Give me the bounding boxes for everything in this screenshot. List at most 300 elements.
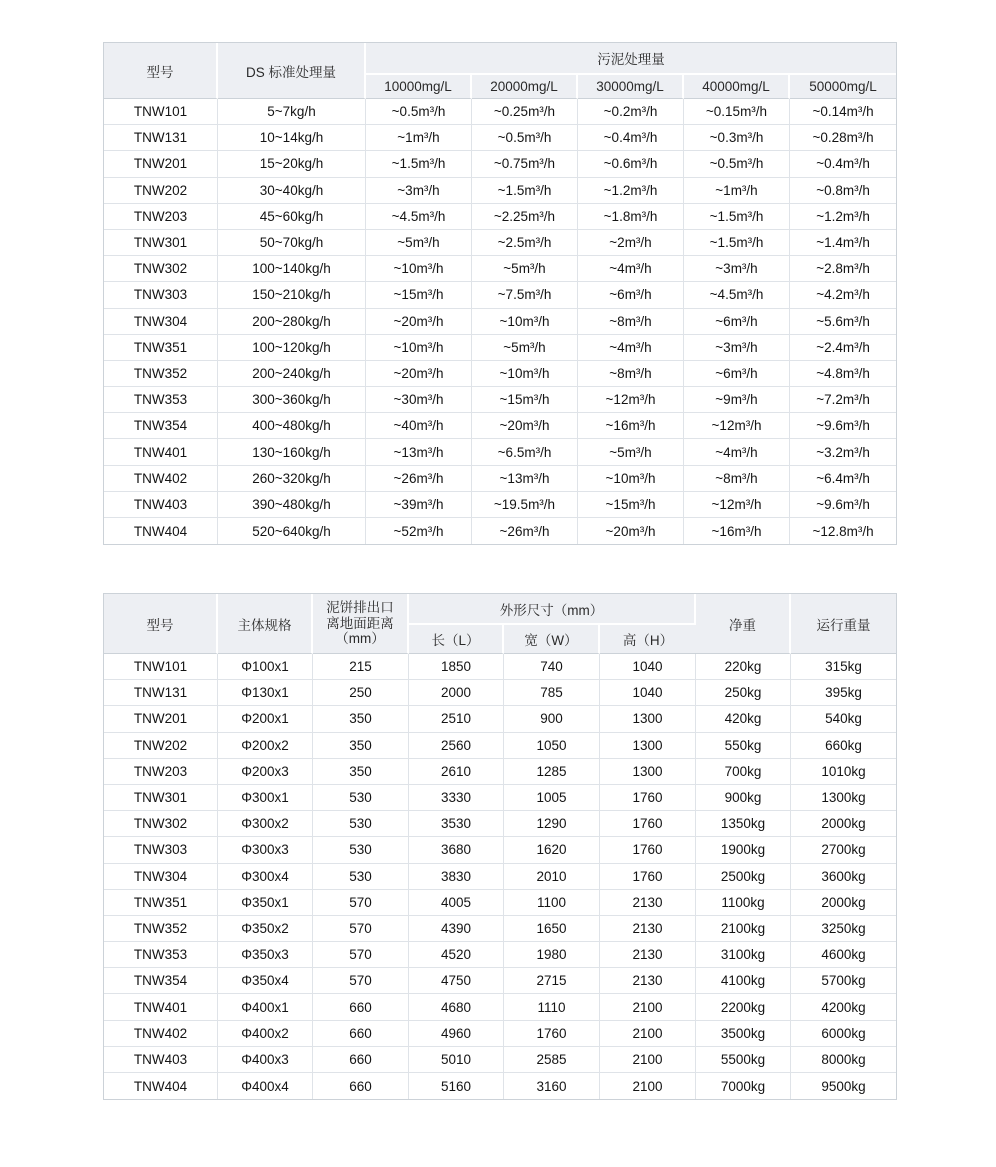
table-cell: 3530 bbox=[409, 811, 504, 837]
table-row bbox=[104, 994, 896, 1020]
table-cell: TNW403 bbox=[104, 1047, 218, 1073]
table-row bbox=[104, 837, 896, 863]
table-cell: TNW303 bbox=[104, 837, 218, 863]
table-row bbox=[104, 811, 896, 837]
table-cell: 1285 bbox=[504, 759, 600, 785]
table-row bbox=[104, 492, 896, 518]
table-cell: ~12m³/h bbox=[684, 413, 790, 439]
table-cell: 1290 bbox=[504, 811, 600, 837]
table-cell: TNW354 bbox=[104, 968, 218, 994]
table-cell: 4005 bbox=[409, 890, 504, 916]
header-model: 型号 bbox=[104, 594, 218, 654]
table-cell: ~16m³/h bbox=[684, 518, 790, 544]
table-cell: 2130 bbox=[600, 890, 696, 916]
table-row bbox=[104, 178, 896, 204]
table-cell: 260~320kg/h bbox=[218, 466, 366, 492]
table-cell: 3680 bbox=[409, 837, 504, 863]
table-cell: ~2.25m³/h bbox=[472, 204, 578, 230]
table-cell: 390~480kg/h bbox=[218, 492, 366, 518]
header-outlet-height-line1: 泥饼排出口 bbox=[326, 599, 394, 615]
header-dimensions-group: 外形尺寸（mm） bbox=[409, 594, 696, 625]
table-cell: ~6m³/h bbox=[684, 361, 790, 387]
table-cell: ~6.4m³/h bbox=[790, 466, 896, 492]
table-cell: TNW352 bbox=[104, 916, 218, 942]
table-cell: ~39m³/h bbox=[366, 492, 472, 518]
table-cell: 2130 bbox=[600, 916, 696, 942]
table-cell: ~6m³/h bbox=[684, 309, 790, 335]
table-row bbox=[104, 916, 896, 942]
table-cell: ~0.28m³/h bbox=[790, 125, 896, 151]
table-cell: 4100kg bbox=[696, 968, 791, 994]
table-cell: ~20m³/h bbox=[472, 413, 578, 439]
table-cell: Φ200x2 bbox=[218, 733, 313, 759]
table-cell: 3330 bbox=[409, 785, 504, 811]
table-cell: ~5.6m³/h bbox=[790, 309, 896, 335]
table-cell: TNW352 bbox=[104, 361, 218, 387]
table-cell: Φ130x1 bbox=[218, 680, 313, 706]
table-cell: 740 bbox=[504, 654, 600, 680]
table-cell: 215 bbox=[313, 654, 409, 680]
table-cell: Φ300x1 bbox=[218, 785, 313, 811]
table-cell: TNW201 bbox=[104, 706, 218, 732]
table-cell: Φ300x2 bbox=[218, 811, 313, 837]
table-cell: 315kg bbox=[791, 654, 896, 680]
table-cell: 2130 bbox=[600, 942, 696, 968]
table-cell: 420kg bbox=[696, 706, 791, 732]
table-cell: Φ400x2 bbox=[218, 1021, 313, 1047]
table-cell: 395kg bbox=[791, 680, 896, 706]
table-cell: ~0.8m³/h bbox=[790, 178, 896, 204]
table-row bbox=[104, 864, 896, 890]
table-cell: TNW302 bbox=[104, 811, 218, 837]
table-cell: ~4.5m³/h bbox=[366, 204, 472, 230]
table-cell: 660 bbox=[313, 1047, 409, 1073]
header-concentration-20000: 20000mg/L bbox=[472, 75, 578, 99]
dimensions-weight-table-container bbox=[103, 593, 897, 1100]
table-cell: ~9m³/h bbox=[684, 387, 790, 413]
table-cell: 45~60kg/h bbox=[218, 204, 366, 230]
table-cell: ~2m³/h bbox=[578, 230, 684, 256]
table-cell: ~0.4m³/h bbox=[578, 125, 684, 151]
table-cell: 570 bbox=[313, 916, 409, 942]
table-cell: 250 bbox=[313, 680, 409, 706]
table-cell: TNW301 bbox=[104, 230, 218, 256]
dimensions-weight-table-body bbox=[104, 654, 896, 1099]
table-cell: Φ400x1 bbox=[218, 994, 313, 1020]
table-cell: ~8m³/h bbox=[684, 466, 790, 492]
table-cell: Φ300x3 bbox=[218, 837, 313, 863]
table-row bbox=[104, 361, 896, 387]
header-concentration-40000: 40000mg/L bbox=[684, 75, 790, 99]
table-cell: TNW401 bbox=[104, 439, 218, 465]
table-cell: ~1.5m³/h bbox=[684, 230, 790, 256]
table-cell: ~1.4m³/h bbox=[790, 230, 896, 256]
table-cell: ~2.4m³/h bbox=[790, 335, 896, 361]
table-cell: Φ350x4 bbox=[218, 968, 313, 994]
table-cell: ~12m³/h bbox=[578, 387, 684, 413]
table-cell: 3100kg bbox=[696, 942, 791, 968]
table-cell: TNW351 bbox=[104, 890, 218, 916]
table-row bbox=[104, 654, 896, 680]
dimensions-weight-table-head bbox=[104, 594, 896, 654]
table-cell: ~1m³/h bbox=[684, 178, 790, 204]
table-cell: TNW303 bbox=[104, 282, 218, 308]
table-row bbox=[104, 387, 896, 413]
table-cell: ~0.14m³/h bbox=[790, 99, 896, 125]
header-outlet-height-line3: （mm） bbox=[335, 631, 385, 647]
table-cell: 2510 bbox=[409, 706, 504, 732]
table-row bbox=[104, 282, 896, 308]
table-cell: 2100 bbox=[600, 1021, 696, 1047]
table-cell: TNW354 bbox=[104, 413, 218, 439]
table-cell: Φ350x3 bbox=[218, 942, 313, 968]
table-cell: 1300 bbox=[600, 733, 696, 759]
table-cell: ~10m³/h bbox=[366, 335, 472, 361]
table-cell: Φ400x4 bbox=[218, 1073, 313, 1099]
table-cell: 1040 bbox=[600, 680, 696, 706]
table-cell: 2715 bbox=[504, 968, 600, 994]
table-cell: 150~210kg/h bbox=[218, 282, 366, 308]
table-cell: TNW302 bbox=[104, 256, 218, 282]
table-cell: 2200kg bbox=[696, 994, 791, 1020]
table-cell: TNW404 bbox=[104, 518, 218, 544]
table-cell: ~1.2m³/h bbox=[578, 178, 684, 204]
table-cell: ~6.5m³/h bbox=[472, 439, 578, 465]
table-row bbox=[104, 968, 896, 994]
table-cell: ~0.3m³/h bbox=[684, 125, 790, 151]
table-cell: ~30m³/h bbox=[366, 387, 472, 413]
table-cell: ~10m³/h bbox=[472, 361, 578, 387]
table-cell: TNW402 bbox=[104, 1021, 218, 1047]
table-cell: 8000kg bbox=[791, 1047, 896, 1073]
table-cell: ~3m³/h bbox=[684, 335, 790, 361]
table-cell: 2610 bbox=[409, 759, 504, 785]
table-cell: 6000kg bbox=[791, 1021, 896, 1047]
table-cell: 1980 bbox=[504, 942, 600, 968]
table-cell: 1760 bbox=[504, 1021, 600, 1047]
table-cell: TNW304 bbox=[104, 864, 218, 890]
table-cell: 1850 bbox=[409, 654, 504, 680]
table-cell: 15~20kg/h bbox=[218, 151, 366, 177]
table-cell: 7000kg bbox=[696, 1073, 791, 1099]
table-cell: ~16m³/h bbox=[578, 413, 684, 439]
table-cell: 200~240kg/h bbox=[218, 361, 366, 387]
table-cell: 2700kg bbox=[791, 837, 896, 863]
table-cell: ~0.2m³/h bbox=[578, 99, 684, 125]
table-cell: ~7.5m³/h bbox=[472, 282, 578, 308]
table-cell: ~5m³/h bbox=[578, 439, 684, 465]
table-cell: ~8m³/h bbox=[578, 361, 684, 387]
table-cell: 1650 bbox=[504, 916, 600, 942]
table-cell: Φ200x3 bbox=[218, 759, 313, 785]
table-cell: ~0.5m³/h bbox=[684, 151, 790, 177]
table-cell: ~20m³/h bbox=[366, 361, 472, 387]
table-cell: 1300kg bbox=[791, 785, 896, 811]
table-cell: 2000kg bbox=[791, 890, 896, 916]
table-cell: ~1m³/h bbox=[366, 125, 472, 151]
table-cell: ~0.6m³/h bbox=[578, 151, 684, 177]
table-cell: Φ100x1 bbox=[218, 654, 313, 680]
table-row bbox=[104, 890, 896, 916]
table-cell: 220kg bbox=[696, 654, 791, 680]
table-row bbox=[104, 1047, 896, 1073]
table-cell: ~9.6m³/h bbox=[790, 413, 896, 439]
header-height: 高（H） bbox=[600, 625, 696, 654]
table-cell: 520~640kg/h bbox=[218, 518, 366, 544]
table-cell: 350 bbox=[313, 706, 409, 732]
table-cell: 2100kg bbox=[696, 916, 791, 942]
table-row bbox=[104, 466, 896, 492]
table-cell: 530 bbox=[313, 837, 409, 863]
table-cell: 530 bbox=[313, 811, 409, 837]
table-cell: 300~360kg/h bbox=[218, 387, 366, 413]
table-row bbox=[104, 942, 896, 968]
table-cell: 530 bbox=[313, 785, 409, 811]
header-body-spec: 主体规格 bbox=[218, 594, 313, 654]
table-row bbox=[104, 309, 896, 335]
table-cell: ~1.5m³/h bbox=[684, 204, 790, 230]
table-cell: 660 bbox=[313, 994, 409, 1020]
table-cell: 3250kg bbox=[791, 916, 896, 942]
table-cell: Φ350x1 bbox=[218, 890, 313, 916]
table-cell: 2585 bbox=[504, 1047, 600, 1073]
table-row bbox=[104, 125, 896, 151]
table-row bbox=[104, 151, 896, 177]
table-row bbox=[104, 706, 896, 732]
table-cell: ~3m³/h bbox=[366, 178, 472, 204]
table-cell: 1110 bbox=[504, 994, 600, 1020]
table-cell: 1300 bbox=[600, 759, 696, 785]
header-running-weight: 运行重量 bbox=[791, 594, 896, 654]
header-model: 型号 bbox=[104, 43, 218, 99]
table-cell: ~10m³/h bbox=[472, 309, 578, 335]
table-cell: ~19.5m³/h bbox=[472, 492, 578, 518]
table-cell: 1300 bbox=[600, 706, 696, 732]
table-cell: ~15m³/h bbox=[578, 492, 684, 518]
table-cell: 200~280kg/h bbox=[218, 309, 366, 335]
table-cell: 540kg bbox=[791, 706, 896, 732]
table-cell: TNW201 bbox=[104, 151, 218, 177]
table-cell: 4750 bbox=[409, 968, 504, 994]
table-cell: TNW351 bbox=[104, 335, 218, 361]
table-cell: 5010 bbox=[409, 1047, 504, 1073]
table-cell: 900kg bbox=[696, 785, 791, 811]
table-cell: 2500kg bbox=[696, 864, 791, 890]
table-cell: ~4m³/h bbox=[578, 335, 684, 361]
table-cell: 2100 bbox=[600, 1073, 696, 1099]
table-cell: 5500kg bbox=[696, 1047, 791, 1073]
table-cell: TNW203 bbox=[104, 204, 218, 230]
table-cell: 1050 bbox=[504, 733, 600, 759]
table-cell: 3600kg bbox=[791, 864, 896, 890]
table-cell: 250kg bbox=[696, 680, 791, 706]
table-cell: 3160 bbox=[504, 1073, 600, 1099]
table-row bbox=[104, 680, 896, 706]
table-cell: 10~14kg/h bbox=[218, 125, 366, 151]
table-cell: TNW131 bbox=[104, 680, 218, 706]
table-cell: 400~480kg/h bbox=[218, 413, 366, 439]
header-width: 宽（W） bbox=[504, 625, 600, 654]
header-concentration-30000: 30000mg/L bbox=[578, 75, 684, 99]
table-cell: ~3.2m³/h bbox=[790, 439, 896, 465]
table-cell: ~26m³/h bbox=[366, 466, 472, 492]
table-cell: 2130 bbox=[600, 968, 696, 994]
table-cell: 660 bbox=[313, 1021, 409, 1047]
table-cell: 2100 bbox=[600, 1047, 696, 1073]
table-cell: ~1.8m³/h bbox=[578, 204, 684, 230]
table-cell: TNW101 bbox=[104, 654, 218, 680]
table-cell: 3500kg bbox=[696, 1021, 791, 1047]
table-cell: ~1.5m³/h bbox=[366, 151, 472, 177]
table-cell: ~20m³/h bbox=[578, 518, 684, 544]
table-cell: 570 bbox=[313, 968, 409, 994]
table-cell: 350 bbox=[313, 733, 409, 759]
table-cell: ~2.8m³/h bbox=[790, 256, 896, 282]
table-cell: 2560 bbox=[409, 733, 504, 759]
table-row bbox=[104, 759, 896, 785]
table-cell: 570 bbox=[313, 890, 409, 916]
table-cell: 2010 bbox=[504, 864, 600, 890]
table-cell: 30~40kg/h bbox=[218, 178, 366, 204]
table-cell: TNW101 bbox=[104, 99, 218, 125]
table-cell: Φ350x2 bbox=[218, 916, 313, 942]
table-cell: 4960 bbox=[409, 1021, 504, 1047]
header-length: 长（L） bbox=[409, 625, 504, 654]
table-cell: 130~160kg/h bbox=[218, 439, 366, 465]
table-cell: 3830 bbox=[409, 864, 504, 890]
table-cell: 1005 bbox=[504, 785, 600, 811]
table-cell: 4600kg bbox=[791, 942, 896, 968]
table-cell: 5160 bbox=[409, 1073, 504, 1099]
table-cell: ~0.15m³/h bbox=[684, 99, 790, 125]
table-cell: 570 bbox=[313, 942, 409, 968]
table-row bbox=[104, 99, 896, 125]
table-cell: ~12.8m³/h bbox=[790, 518, 896, 544]
table-row bbox=[104, 230, 896, 256]
table-cell: ~1.5m³/h bbox=[472, 178, 578, 204]
table-row bbox=[104, 256, 896, 282]
table-cell: 2000 bbox=[409, 680, 504, 706]
table-cell: TNW301 bbox=[104, 785, 218, 811]
table-cell: ~4.2m³/h bbox=[790, 282, 896, 308]
table-cell: 1620 bbox=[504, 837, 600, 863]
table-cell: 1760 bbox=[600, 864, 696, 890]
table-row bbox=[104, 204, 896, 230]
table-cell: ~10m³/h bbox=[578, 466, 684, 492]
header-outlet-height bbox=[313, 594, 409, 654]
table-cell: 50~70kg/h bbox=[218, 230, 366, 256]
table-cell: ~52m³/h bbox=[366, 518, 472, 544]
table-cell: TNW353 bbox=[104, 942, 218, 968]
table-cell: 1100 bbox=[504, 890, 600, 916]
table-row bbox=[104, 1073, 896, 1099]
table-cell: ~13m³/h bbox=[472, 466, 578, 492]
table-cell: ~4m³/h bbox=[578, 256, 684, 282]
table-cell: 5~7kg/h bbox=[218, 99, 366, 125]
table-cell: 100~140kg/h bbox=[218, 256, 366, 282]
table-cell: TNW403 bbox=[104, 492, 218, 518]
table-cell: TNW404 bbox=[104, 1073, 218, 1099]
table-cell: Φ400x3 bbox=[218, 1047, 313, 1073]
table-cell: 785 bbox=[504, 680, 600, 706]
table-cell: TNW203 bbox=[104, 759, 218, 785]
table-cell: ~13m³/h bbox=[366, 439, 472, 465]
header-concentration-10000: 10000mg/L bbox=[366, 75, 472, 99]
table-cell: ~5m³/h bbox=[366, 230, 472, 256]
header-ds-capacity: DS 标准处理量 bbox=[218, 43, 366, 99]
header-concentration-50000: 50000mg/L bbox=[790, 75, 896, 99]
table-cell: 660 bbox=[313, 1073, 409, 1099]
table-cell: 1040 bbox=[600, 654, 696, 680]
table-cell: 700kg bbox=[696, 759, 791, 785]
table-cell: ~1.2m³/h bbox=[790, 204, 896, 230]
table-cell: TNW402 bbox=[104, 466, 218, 492]
table-cell: ~0.75m³/h bbox=[472, 151, 578, 177]
table-cell: ~6m³/h bbox=[578, 282, 684, 308]
table-row bbox=[104, 335, 896, 361]
table-cell: ~40m³/h bbox=[366, 413, 472, 439]
header-outlet-height-line2: 离地面距离 bbox=[326, 615, 394, 631]
table-cell: TNW202 bbox=[104, 178, 218, 204]
table-cell: ~3m³/h bbox=[684, 256, 790, 282]
table-cell: ~5m³/h bbox=[472, 256, 578, 282]
table-cell: 4390 bbox=[409, 916, 504, 942]
table-row bbox=[104, 439, 896, 465]
table-cell: ~4.5m³/h bbox=[684, 282, 790, 308]
table-cell: ~4.8m³/h bbox=[790, 361, 896, 387]
table-cell: ~15m³/h bbox=[472, 387, 578, 413]
table-cell: ~5m³/h bbox=[472, 335, 578, 361]
table-cell: ~0.25m³/h bbox=[472, 99, 578, 125]
header-sludge-capacity-group: 污泥处理量 bbox=[366, 43, 896, 75]
table-cell: 4680 bbox=[409, 994, 504, 1020]
table-cell: 9500kg bbox=[791, 1073, 896, 1099]
table-cell: 660kg bbox=[791, 733, 896, 759]
dimensions-weight-table bbox=[104, 594, 896, 1099]
table-cell: TNW401 bbox=[104, 994, 218, 1020]
table-cell: 1760 bbox=[600, 811, 696, 837]
table-cell: 550kg bbox=[696, 733, 791, 759]
table-cell: 4520 bbox=[409, 942, 504, 968]
table-cell: 530 bbox=[313, 864, 409, 890]
table-cell: 900 bbox=[504, 706, 600, 732]
table-row bbox=[104, 1021, 896, 1047]
table-cell: 4200kg bbox=[791, 994, 896, 1020]
table-cell: 1100kg bbox=[696, 890, 791, 916]
table-cell: 5700kg bbox=[791, 968, 896, 994]
table-cell: ~4m³/h bbox=[684, 439, 790, 465]
table-cell: TNW131 bbox=[104, 125, 218, 151]
table-cell: ~8m³/h bbox=[578, 309, 684, 335]
table-row bbox=[104, 785, 896, 811]
table-cell: Φ300x4 bbox=[218, 864, 313, 890]
table-cell: ~2.5m³/h bbox=[472, 230, 578, 256]
table-cell: ~10m³/h bbox=[366, 256, 472, 282]
table-cell: Φ200x1 bbox=[218, 706, 313, 732]
header-net-weight: 净重 bbox=[696, 594, 791, 654]
sludge-capacity-table-body bbox=[104, 99, 896, 544]
table-cell: TNW353 bbox=[104, 387, 218, 413]
table-row bbox=[104, 733, 896, 759]
sludge-capacity-table bbox=[104, 43, 896, 544]
table-cell: 2000kg bbox=[791, 811, 896, 837]
table-cell: 1350kg bbox=[696, 811, 791, 837]
table-cell: ~0.5m³/h bbox=[472, 125, 578, 151]
table-cell: ~0.4m³/h bbox=[790, 151, 896, 177]
sludge-capacity-table-container bbox=[103, 42, 897, 545]
table-cell: 1010kg bbox=[791, 759, 896, 785]
table-cell: 1760 bbox=[600, 837, 696, 863]
